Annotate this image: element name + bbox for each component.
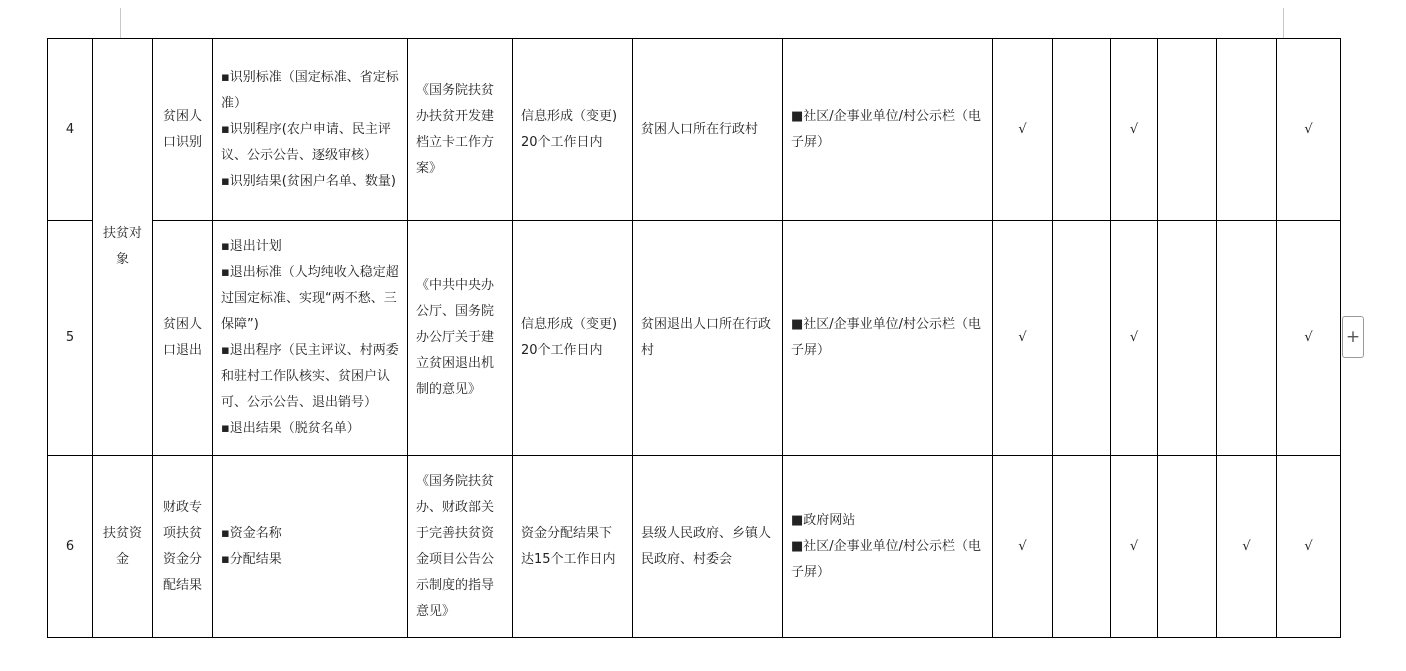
check-cell: √: [1277, 39, 1341, 221]
basis-cell: 《国务院扶贫办扶贫开发建档立卡工作方案》: [408, 39, 513, 221]
check-cell: √: [1277, 456, 1341, 638]
category-cell: 扶贫资金: [93, 456, 153, 638]
document-table: [47, 38, 1341, 638]
content-cell: [213, 456, 408, 638]
basis-cell: 《国务院扶贫办、财政部关于完善扶贫资金项目公告公示制度的指导意见》: [408, 456, 513, 638]
row-number: 6: [48, 456, 93, 638]
check-cell: [1053, 456, 1111, 638]
content-cell: [213, 39, 408, 221]
check-cell: [1217, 39, 1277, 221]
time-cell: 信息形成（变更)20个工作日内: [513, 221, 633, 456]
channel-line: ■社区/企事业单位/村公示栏（电子屏）: [791, 317, 982, 358]
category-cell: 扶贫对象: [93, 39, 153, 456]
subject-cell: 贫困人口所在行政村: [633, 39, 783, 221]
item-cell: 财政专项扶贫资金分配结果: [153, 456, 213, 638]
channel-line: ■社区/企事业单位/村公示栏（电子屏）: [791, 538, 982, 580]
item-cell: 贫困人口识别: [153, 39, 213, 221]
content-line: ▪退出计划: [221, 239, 282, 254]
check-cell: √: [1277, 221, 1341, 456]
channel-cell: [783, 456, 993, 638]
check-cell: √: [993, 221, 1053, 456]
content-line: ▪识别结果(贫困户名单、数量): [221, 173, 396, 189]
time-cell: 信息形成（变更)20个工作日内: [513, 39, 633, 221]
content-line: ▪退出程序（民主评议、村两委和驻村工作队核实、贫困户认可、公示公告、退出销号）: [221, 343, 399, 410]
crop-mark-left: [120, 8, 121, 38]
plus-icon: +: [1345, 327, 1361, 347]
check-cell: √: [1111, 39, 1158, 221]
row-number: 5: [48, 221, 93, 456]
add-row-button[interactable]: [1342, 316, 1364, 358]
subject-cell: 贫困退出人口所在行政村: [633, 221, 783, 456]
content-line: ▪识别程序(农户申请、民主评议、公示公告、逐级审核）: [221, 121, 391, 163]
channel-cell: [783, 221, 993, 456]
row-number: 4: [48, 39, 93, 221]
content-cell: [213, 221, 408, 456]
check-cell: [1158, 456, 1217, 638]
check-cell: [1053, 221, 1111, 456]
content-line: ▪资金名称: [221, 525, 282, 541]
check-cell: [1217, 221, 1277, 456]
table-row: [48, 456, 1341, 638]
check-cell: √: [993, 456, 1053, 638]
content-line: ▪识别标准（国定标准、省定标准）: [221, 69, 399, 111]
content-line: ▪分配结果: [221, 551, 282, 567]
item-cell: 贫困人口退出: [153, 221, 213, 456]
check-cell: √: [993, 39, 1053, 221]
subject-cell: 县级人民政府、乡镇人民政府、村委会: [633, 456, 783, 638]
content-line: ▪退出标准（人均纯收入稳定超过国定标准、实现“两不愁、三保障”): [221, 265, 399, 332]
check-cell: [1053, 39, 1111, 221]
check-cell: [1158, 39, 1217, 221]
channel-line: ■社区/企事业单位/村公示栏（电子屏）: [791, 108, 982, 150]
time-cell: 资金分配结果下达15个工作日内: [513, 456, 633, 638]
basis-cell: 《中共中央办公厅、国务院办公厅关于建立贫困退出机制的意见》: [408, 221, 513, 456]
check-cell: [1158, 221, 1217, 456]
check-cell: √: [1111, 456, 1158, 638]
check-cell: √: [1111, 221, 1158, 456]
channel-line: ■政府网站: [791, 512, 856, 528]
table-row: [48, 39, 1341, 221]
crop-mark-right: [1283, 8, 1284, 38]
table-row: [48, 221, 1341, 456]
content-line: ▪退出结果（脱贫名单）: [221, 421, 360, 436]
channel-cell: [783, 39, 993, 221]
check-cell: √: [1217, 456, 1277, 638]
